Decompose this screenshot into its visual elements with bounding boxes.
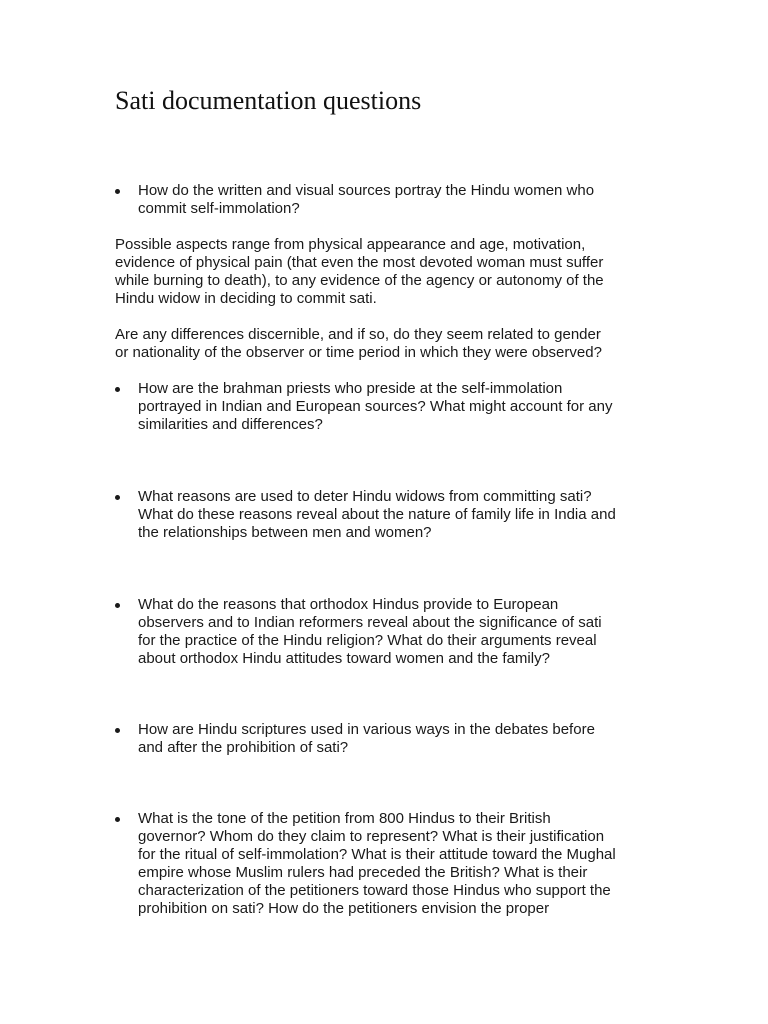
text-line: for the practice of the Hindu religion? What do their arguments reveal [138, 632, 597, 649]
bullet-icon [115, 817, 120, 822]
text-line: Are any differences discernible, and if so, do they seem related to gender [115, 326, 601, 343]
list-item-text [138, 596, 683, 668]
text-line: or nationality of the observer or time period in which they were observed? [115, 344, 602, 361]
text-line: How are Hindu scriptures used in various ways in the debates before [138, 721, 595, 738]
list-item-text [138, 810, 683, 918]
text-line: and after the prohibition of sati? [138, 739, 349, 756]
text-line: What do the reasons that orthodox Hindus provide to European [138, 596, 559, 613]
list-item-text [138, 380, 683, 434]
text-line: governor? Whom do they claim to represent? What is their justification [138, 828, 605, 845]
text-line: evidence of physical pain (that even the most devoted woman must suffer [115, 254, 604, 271]
text-line: What do these reasons reveal about the nature of family life in India and [138, 506, 616, 523]
list-item-text [138, 182, 683, 218]
bullet-icon [115, 603, 120, 608]
text-line: portrayed in Indian and European sources? What might account for any [138, 398, 613, 415]
text-line: similarities and differences? [138, 416, 323, 433]
bullet-icon [115, 189, 120, 194]
text-line: How do the written and visual sources portray the Hindu women who [138, 182, 595, 199]
bullet-icon [115, 495, 120, 500]
text-line: Hindu widow in deciding to commit sati. [115, 290, 377, 307]
text-line: while burning to death), to any evidence of the agency or autonomy of the [115, 272, 604, 289]
text-line: empire whose Muslim rulers had preceded the British? What is their [138, 864, 588, 881]
list-item-text [138, 488, 683, 542]
text-line: observers and to Indian reformers reveal about the significance of sati [138, 614, 602, 631]
text-line: What reasons are used to deter Hindu widows from committing sati? [138, 488, 592, 505]
bullet-icon [115, 728, 120, 733]
text-line: for the ritual of self-immolation? What is their attitude toward the Mughal [138, 846, 616, 863]
text-line: How are the brahman priests who preside at the self-immolation [138, 380, 563, 397]
bullet-icon [115, 387, 120, 392]
document-title: Sati documentation questions [115, 86, 422, 115]
paragraph-differences [115, 326, 685, 362]
text-line: commit self-immolation? [138, 200, 300, 217]
text-line: characterization of the petitioners toward those Hindus who support the [138, 882, 611, 899]
paragraph-possible-aspects [115, 236, 685, 308]
list-item-text [138, 721, 683, 757]
text-line: the relationships between men and women? [138, 524, 432, 541]
text-line: What is the tone of the petition from 800 Hindus to their British [138, 810, 551, 827]
text-line: about orthodox Hindu attitudes toward women and the family? [138, 650, 550, 667]
text-line: Possible aspects range from physical appearance and age, motivation, [115, 236, 586, 253]
text-line: prohibition on sati? How do the petitioners envision the proper [138, 900, 550, 917]
